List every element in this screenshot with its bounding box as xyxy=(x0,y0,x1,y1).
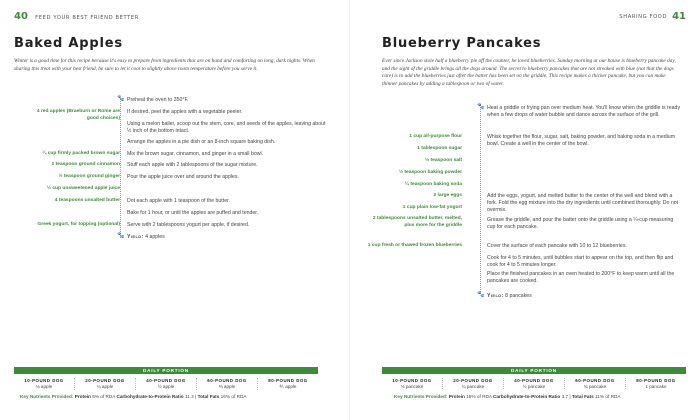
step: Dot each apple with 1 teaspoon of the butter. xyxy=(127,198,230,204)
ingredient: 4 red apples (Braeburn or Rome are good choices) xyxy=(36,109,120,121)
yield-label: Yield: xyxy=(127,234,144,240)
recipe-title: Blueberry Pancakes xyxy=(382,36,542,51)
step: Place the finished pancakes in an oven heated to 200°F to keep warm until all the pancakes are cooked. xyxy=(487,271,675,284)
yield-label: Yield: xyxy=(487,293,504,299)
ingredient: 2 tablespoons unsalted butter, melted, plus more for the griddle xyxy=(372,216,462,228)
dog-portions xyxy=(14,378,318,390)
nutrient-value: 16% of RDA xyxy=(220,394,247,399)
dog-portion xyxy=(258,378,318,390)
dog-weight: 10-POUND DOG xyxy=(24,378,64,383)
dog-weight: 40-POUND DOG xyxy=(146,378,186,383)
step: Heat a griddle or frying pan over medium heat. You'll know when the griddle is ready when a few drops of water bubble and dance across the surface of the grill. xyxy=(487,105,681,118)
daily-portion-bar: DAILY PORTION xyxy=(382,367,686,374)
paw-icon: 🐾 xyxy=(477,292,485,298)
dog-amount: ¼ apple xyxy=(96,384,114,389)
dog-weight: 80-POUND DOG xyxy=(268,378,308,383)
dog-amount: ⅘ apple xyxy=(279,384,297,389)
daily-portion-bar: DAILY PORTION xyxy=(14,367,318,374)
key-nutrients: Key Nutrients Provided: Protein 15% of RDA Carbohydrate-to-Protein Ratio 3.7 | Total Fats 11% of RDA xyxy=(394,394,621,399)
dog-portion xyxy=(504,378,565,389)
step: Serve with 2 tablespoons yogurt per apple, if desired. xyxy=(127,222,250,228)
dog-portions xyxy=(382,378,686,389)
dog-weight: 80-POUND DOG xyxy=(636,378,676,383)
nutrient-name: Total Fats xyxy=(571,394,594,399)
dog-amount: ⅛ pancake xyxy=(400,384,424,389)
dog-weight: 40-POUND DOG xyxy=(514,378,554,383)
step: Add the eggs, yogurt, and melted butter to the center of the well and blend with a fork. Fold the egg mixture into the dry ingredients until combined thoroughly. Do not overmix. xyxy=(487,193,679,213)
dog-portion xyxy=(626,378,686,389)
ingredient: 1 cup all-purpose flour xyxy=(409,134,462,139)
dotted-divider xyxy=(480,104,481,294)
dog-portion xyxy=(136,378,197,390)
page-number: 41 xyxy=(672,11,686,22)
yield xyxy=(487,293,532,299)
dog-portion xyxy=(197,378,258,390)
nutrient-name: Protein xyxy=(448,394,465,399)
dog-amount: ⅔ apple xyxy=(218,384,236,389)
dog-amount: 1 pancake xyxy=(645,384,667,389)
recipe-intro: Winter is a good time for this recipe because it's easy to prepare from ingredients that are on hand and comforting on long, dark nights. When sharing this treat with your best friend, be sure to let it cool to slightly above room temperature before you serve it. xyxy=(14,58,315,72)
nutrient-value: 11.3 xyxy=(184,394,194,399)
nutrient-name: Protein xyxy=(74,394,91,399)
page-number: 40 xyxy=(14,11,28,22)
step: If desired, peel the apples with a vegetable peeler. xyxy=(127,109,243,115)
dog-amount: ¼ pancake xyxy=(461,384,485,389)
step: Bake for 1 hour, or until the apples are puffed and tender. xyxy=(127,210,259,216)
dog-portion xyxy=(75,378,136,390)
yield-value: 8 pancakes xyxy=(505,293,532,299)
step: Cook for 4 to 5 minutes, until bubbles start to appear on the top, and then flip and cook for 4 to 5 minutes longer. xyxy=(487,255,674,268)
ingredient: ¼ teaspoon baking soda xyxy=(404,182,462,187)
step: Whisk together the flour, sugar, salt, baking powder, and baking soda in a medium bowl. Create a well in the center of the bowl. xyxy=(487,134,676,147)
ingredient: 1 tablespoon sugar xyxy=(417,146,462,151)
dog-amount: ½ pancake xyxy=(522,384,546,389)
yield xyxy=(127,234,165,240)
ingredient: ¼ cup firmly packed brown sugar xyxy=(42,151,120,156)
dog-weight: 20-POUND DOG xyxy=(85,378,125,383)
dog-portion xyxy=(14,378,75,390)
nutrient-name: Total Fats xyxy=(197,394,220,399)
dog-weight: 10-POUND DOG xyxy=(392,378,432,383)
dog-weight: 60-POUND DOG xyxy=(575,378,615,383)
step: Arrange the apples in a pie dish or an 8-inch square baking dish. xyxy=(127,139,276,145)
dog-portion xyxy=(382,378,443,389)
recipe-title: Baked Apples xyxy=(14,36,123,51)
dog-amount: ¾ pancake xyxy=(583,384,607,389)
dog-portion xyxy=(565,378,626,389)
nutrient-name: Carbohydrate-to-Protein Ratio xyxy=(116,394,184,399)
step: Cover the surface of each pancake with 10 to 12 blueberries. xyxy=(487,243,627,249)
dog-amount: ⅛ apple xyxy=(35,384,53,389)
paw-icon: 🐾 xyxy=(477,104,485,110)
ingredient: 4 teaspoons unsalted butter xyxy=(54,198,120,203)
dog-weight: 20-POUND DOG xyxy=(453,378,493,383)
right-page xyxy=(350,0,700,420)
nutrient-value: 6% of RDA xyxy=(92,394,116,399)
ingredient: ½ teaspoon salt xyxy=(425,158,462,163)
ingredient: 1 cup fresh or thawed frozen blueberries xyxy=(367,243,462,248)
step: Grease the griddle, and pour the batter onto the griddle using a ¼-cup measuring cup for each pancake. xyxy=(487,217,674,230)
running-head: SHARING FOOD xyxy=(619,13,668,20)
step: Mix the brown sugar, cinnamon, and ginger in a small bowl. xyxy=(127,151,264,157)
nutrients-label: Key Nutrients Provided: xyxy=(394,394,448,399)
step: Stuff each apple with 2 tablespoons of the sugar mixture. xyxy=(127,162,258,168)
ingredient: 2 large eggs xyxy=(433,193,462,198)
dog-weight: 60-POUND DOG xyxy=(207,378,247,383)
key-nutrients: Key Nutrients Provided: Protein 6% of RDA Carbohydrate-to-Protein Ratio 11.3 | Total Fats 16% of RDA xyxy=(20,394,247,399)
nutrient-value: 3.7 xyxy=(561,394,569,399)
ingredient: ½ cup unsweetened apple juice xyxy=(46,186,120,191)
nutrient-value: 15% of RDA xyxy=(466,394,492,399)
running-head: FEED YOUR BEST FRIEND BETTER xyxy=(35,15,140,21)
ingredient: ½ teaspoon baking powder xyxy=(398,170,462,175)
paw-icon: 🐾 xyxy=(117,233,125,239)
ingredient: 1 teaspoon ground cinnamon xyxy=(51,162,120,167)
nutrient-value: 11% of RDA xyxy=(595,394,621,399)
right-folio xyxy=(619,11,686,22)
nutrient-name: Carbohydrate-to-Protein Ratio xyxy=(493,394,561,399)
left-folio xyxy=(14,11,139,22)
dotted-divider xyxy=(120,98,121,238)
dog-amount: ½ apple xyxy=(157,384,175,389)
paw-icon: 🐾 xyxy=(117,96,125,102)
yield-value: 4 apples xyxy=(145,234,165,240)
step: Pour the apple juice over and around the apples. xyxy=(127,174,239,180)
step: Using a melon baller, scoop out the stem, core, and seeds of the apples, leaving about ½ inch of the bottom intact. xyxy=(127,121,326,134)
nutrients-label: Key Nutrients Provided: xyxy=(20,394,74,399)
ingredient: Greek yogurt, for topping (optional) xyxy=(37,222,120,227)
ingredient: ½ teaspoon ground ginger xyxy=(58,174,120,179)
recipe-intro: Ever since Jackson stole half a blueberry pie off the counter, he loved blueberries. Sunday morning at our house is blueberry pancake day, and the sight of the griddle brings all the dogs around. The secret to blueberry pancakes that are not streaked with blue (not that the dogs care) is to add the blueberries just after the batter has been set on the griddle. This recipe makes a thicker pancake, but you can make thinner pancakes by adding a tablespoon or two of water. xyxy=(382,58,676,87)
step: Preheat the oven to 350°F. xyxy=(127,97,189,103)
ingredient: 1 cup plain low-fat yogurt xyxy=(402,205,462,210)
dog-portion xyxy=(443,378,504,389)
